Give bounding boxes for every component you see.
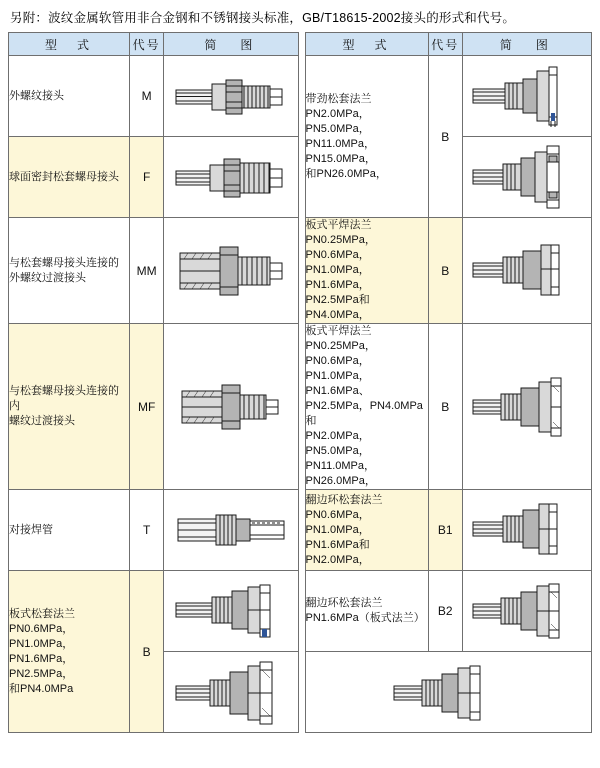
right-figure-4 <box>462 571 591 652</box>
left-figure-4 <box>164 490 299 571</box>
header-type-right: 型 式 <box>305 33 428 56</box>
table-row <box>9 56 592 137</box>
right-type-0: 带劲松套法兰 PN2.0MPa，PN5.0MPa， PN11.0MPa，PN15.0MPa， 和PN26.0MPa， <box>305 56 428 218</box>
left-type-3: 与松套螺母接头连接的内 螺纹过渡接头 <box>9 324 130 490</box>
lap-joint-flange-icon <box>465 490 589 570</box>
left-code-5: B <box>130 571 164 733</box>
left-code-2: MM <box>130 218 164 324</box>
female-transition-joint-icon <box>166 369 296 445</box>
header-figure-left: 简 图 <box>164 33 299 56</box>
right-type-1: 板式平焊法兰 PN0.25MPa，PN0.6MPa， PN1.0MPa，PN1.6MPa， PN2.5MPa和PN4.0MPa， <box>305 218 428 324</box>
plate-loose-flange-icon <box>166 571 296 651</box>
left-figure-2 <box>164 218 299 324</box>
table-header-row <box>9 33 592 56</box>
right-code-1: B <box>428 218 462 324</box>
header-type-left: 型 式 <box>9 33 130 56</box>
left-type-4: 对接焊管 <box>9 490 130 571</box>
right-figure-4b <box>305 652 591 733</box>
right-type-3: 翻边环松套法兰 PN0.6MPa，PN1.0MPa， PN1.6MPa和PN2.0MPa， <box>305 490 428 571</box>
joint-types-table <box>8 32 592 733</box>
header-code-left: 代号 <box>130 33 164 56</box>
header-figure-right: 简 图 <box>462 33 591 56</box>
right-code-2: B <box>428 324 462 490</box>
right-figure-0a <box>462 56 591 137</box>
left-code-3: MF <box>130 324 164 490</box>
male-transition-joint-icon <box>166 233 296 309</box>
header-code-right: 代号 <box>428 33 462 56</box>
right-figure-2 <box>462 324 591 490</box>
left-code-4: T <box>130 490 164 571</box>
left-type-5: 板式松套法兰 PN0.6MPa，PN1.0MPa， PN1.6MPa，PN2.5MPa， 和PN4.0MPa <box>9 571 130 733</box>
ribbed-loose-flange-icon-2 <box>465 138 589 216</box>
right-code-0: B <box>428 56 462 218</box>
right-type-2: 板式平焊法兰 PN0.25MPa，PN0.6MPa， PN1.0MPa，PN1.6MPa、 PN2.5MPa，PN4.0MPa和 PN2.0MPa，PN5.0MPa， PN11.0MPa，PN26.0MPa， <box>305 324 428 490</box>
right-figure-3 <box>462 490 591 571</box>
right-type-4: 翻边环松套法兰 PN1.6MPa（板式法兰） <box>305 571 428 652</box>
lap-joint-flange-2-icon-b <box>386 652 510 732</box>
right-figure-1 <box>462 218 591 324</box>
right-figure-0b <box>462 137 591 218</box>
left-figure-5a <box>164 571 299 652</box>
external-thread-joint-icon <box>166 56 296 136</box>
left-figure-1 <box>164 137 299 218</box>
spherical-seal-union-nut-joint-icon <box>166 137 296 217</box>
left-figure-0 <box>164 56 299 137</box>
left-code-1: F <box>130 137 164 218</box>
left-figure-5b <box>164 652 299 733</box>
butt-weld-pipe-icon <box>166 493 296 567</box>
left-code-0: M <box>130 56 164 137</box>
left-type-1: 球面密封松套螺母接头 <box>9 137 130 218</box>
left-type-0: 外螺纹接头 <box>9 56 130 137</box>
plate-flat-weld-flange-2-icon <box>465 364 589 450</box>
page-caption: 另附：波纹金属软管用非合金钢和不锈钢接头标准，GB/T18615-2002接头的形式和代号。 <box>10 11 516 25</box>
plate-flat-weld-flange-icon <box>465 233 589 309</box>
right-code-3: B1 <box>428 490 462 571</box>
left-type-2: 与松套螺母接头连接的 外螺纹过渡接头 <box>9 218 130 324</box>
left-figure-3 <box>164 324 299 490</box>
right-code-4: B2 <box>428 571 462 652</box>
plate-loose-flange-icon-2 <box>166 652 296 732</box>
ribbed-loose-flange-icon <box>465 57 589 135</box>
lap-joint-flange-2-icon <box>465 572 589 650</box>
